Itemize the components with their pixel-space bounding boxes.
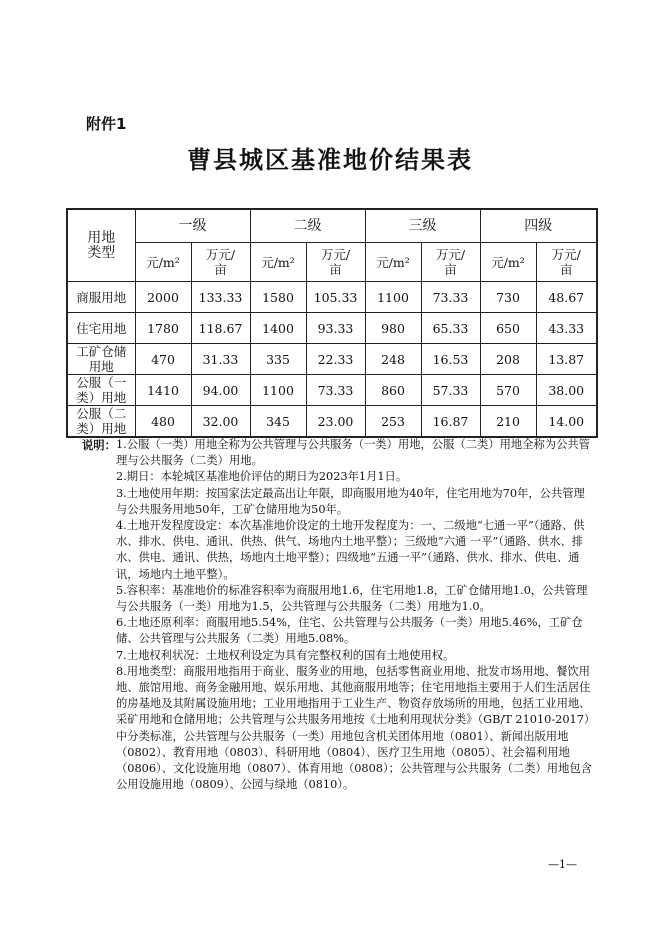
notes-label bbox=[82, 615, 116, 647]
price-cell: 1400 bbox=[250, 313, 306, 344]
price-cell: 335 bbox=[250, 344, 306, 375]
note-item bbox=[82, 437, 594, 469]
price-cell: 16.87 bbox=[421, 406, 480, 438]
price-cell: 32.00 bbox=[191, 406, 250, 438]
price-cell: 43.33 bbox=[536, 313, 597, 344]
table-row bbox=[67, 406, 597, 438]
land-price-table bbox=[66, 208, 598, 438]
notes-label bbox=[82, 664, 116, 794]
type-header bbox=[67, 209, 135, 282]
unit-yuan-m2: 元/m² bbox=[365, 243, 421, 282]
price-cell: 93.33 bbox=[306, 313, 365, 344]
unit-yuan-m2: 元/m² bbox=[250, 243, 306, 282]
price-cell: 470 bbox=[135, 344, 191, 375]
note-item bbox=[82, 664, 594, 794]
land-type-cell: 公服（二 类）用地 bbox=[67, 406, 135, 438]
price-cell: 1100 bbox=[365, 282, 421, 313]
land-type-cell: 工矿仓储 用地 bbox=[67, 344, 135, 375]
price-cell: 94.00 bbox=[191, 375, 250, 406]
note-item bbox=[82, 518, 594, 583]
notes-label bbox=[82, 583, 116, 615]
note-item bbox=[82, 648, 594, 664]
price-cell: 73.33 bbox=[306, 375, 365, 406]
note-text: 1.公服（一类）用地全称为公共管理与公共服务（一类）用地，公服（二类）用地全称为公共管理与公共服务（二类）用地。 bbox=[116, 438, 590, 468]
note-item bbox=[82, 469, 594, 485]
price-cell: 730 bbox=[480, 282, 536, 313]
notes-label: 说明： bbox=[82, 438, 116, 452]
table-row bbox=[67, 375, 597, 406]
land-type-cell: 商服用地 bbox=[67, 282, 135, 313]
level-header-3: 三级 bbox=[365, 209, 480, 243]
note-text: 2.期日：本轮城区基准地价评估的期日为2023年1月1日。 bbox=[116, 470, 408, 484]
price-cell: 38.00 bbox=[536, 375, 597, 406]
table-row bbox=[67, 313, 597, 344]
level-header-1: 一级 bbox=[135, 209, 250, 243]
land-type-cell: 住宅用地 bbox=[67, 313, 135, 344]
notes-label bbox=[82, 518, 116, 583]
price-cell: 48.67 bbox=[536, 282, 597, 313]
price-cell: 73.33 bbox=[421, 282, 480, 313]
land-type-cell: 公服（一 类）用地 bbox=[67, 375, 135, 406]
price-cell: 345 bbox=[250, 406, 306, 438]
notes-label bbox=[82, 486, 116, 518]
price-cell: 22.33 bbox=[306, 344, 365, 375]
note-item bbox=[82, 615, 594, 647]
unit-wanyuan-mu: 万元/ 亩 bbox=[536, 243, 597, 282]
price-cell: 13.87 bbox=[536, 344, 597, 375]
document-title: 曹县城区基准地价结果表 bbox=[187, 145, 473, 174]
price-cell: 118.67 bbox=[191, 313, 250, 344]
type-header-text: 用地 类型 bbox=[87, 229, 116, 261]
note-text: 5.容积率：基准地价的标准容积率为商服用地1.6，住宅用地1.8，工矿仓储用地1.0，公共管理与公共服务（一类）用地为1.5，公共管理与公共服务（二类）用地为1.0。 bbox=[116, 583, 588, 614]
price-cell: 210 bbox=[480, 406, 536, 438]
price-cell: 1100 bbox=[250, 375, 306, 406]
price-cell: 14.00 bbox=[536, 406, 597, 438]
unit-wanyuan-mu: 万元/ 亩 bbox=[306, 243, 365, 282]
price-cell: 65.33 bbox=[421, 313, 480, 344]
note-text: 8.用地类型：商服用地指用于商业、服务业的用地，包括零售商业用地、批发市场用地、餐饮用地、旅馆用地、商务金融用地、娱乐用地、其他商服用地等；住宅用地指主要用于人们生活居住的房基地及其附属设施用地；工业用地指用于工业生产、物资存放场所的用地，包括工业用地、采矿用地和仓储用地；公共管理与公共服务用地按《土地利用现状分类》（GB/T 21010-2017）中分类标准，公共管理与公共服务（一类）用地包含机关团体用地（0801）、新闻出版用地（0802）、教育用地（0803）、科研用地（0804）、医疗卫生用地（0805）、社会福利用地（0806）、文化设施用地（0807）、体育用地（0808）；公共管理与公共服务（二类）用地包含公用设施用地（0809）、公园与绿地（0810）。 bbox=[116, 664, 592, 792]
table-row bbox=[67, 282, 597, 313]
price-cell: 650 bbox=[480, 313, 536, 344]
price-cell: 570 bbox=[480, 375, 536, 406]
attachment-label: 附件1 bbox=[86, 115, 127, 133]
price-cell: 23.00 bbox=[306, 406, 365, 438]
note-text: 7.土地权利状况：土地权利设定为具有完整权利的国有土地使用权。 bbox=[116, 648, 455, 662]
note-item bbox=[82, 486, 594, 518]
notes-label bbox=[82, 469, 116, 485]
note-text: 3.土地使用年期：按国家法定最高出让年限，即商服用地为40年，住宅用地为70年，公共管理与公共服务用地50年，工矿仓储用地为50年。 bbox=[116, 486, 585, 516]
note-text: 6.土地还原利率：商服用地5.54%，住宅、公共管理与公共服务（一类）用地5.46%，工矿仓储、公共管理与公共服务（二类）用地5.08%。 bbox=[116, 616, 583, 646]
price-cell: 133.33 bbox=[191, 282, 250, 313]
price-cell: 208 bbox=[480, 344, 536, 375]
unit-yuan-m2: 元/m² bbox=[480, 243, 536, 282]
price-cell: 105.33 bbox=[306, 282, 365, 313]
price-cell: 57.33 bbox=[421, 375, 480, 406]
notes-label bbox=[82, 648, 116, 664]
price-cell: 1780 bbox=[135, 313, 191, 344]
level-header-4: 四级 bbox=[480, 209, 597, 243]
price-cell: 860 bbox=[365, 375, 421, 406]
notes-section bbox=[82, 437, 594, 793]
price-cell: 2000 bbox=[135, 282, 191, 313]
unit-wanyuan-mu: 万元/ 亩 bbox=[421, 243, 480, 282]
unit-wanyuan-mu: 万元/ 亩 bbox=[191, 243, 250, 282]
level-header-2: 二级 bbox=[250, 209, 365, 243]
note-text: 4.土地开发程度设定：本次基准地价设定的土地开发程度为：一、二级地“七通一平”（通路、供水、排水、供电、通讯、供热、供气、场地内土地平整）；三级地“六通 一平”（通路、供水、排水、供电、通讯、供热，场地内土地平整）；四级地“五通一平”（通路、供水、排水、供电、通讯，场地内土地平整）。 bbox=[116, 519, 585, 581]
unit-yuan-m2: 元/m² bbox=[135, 243, 191, 282]
table-row bbox=[67, 344, 597, 375]
price-cell: 980 bbox=[365, 313, 421, 344]
price-cell: 1410 bbox=[135, 375, 191, 406]
price-cell: 480 bbox=[135, 406, 191, 438]
price-cell: 31.33 bbox=[191, 344, 250, 375]
price-cell: 1580 bbox=[250, 282, 306, 313]
page-number: —1— bbox=[548, 858, 577, 871]
price-cell: 253 bbox=[365, 406, 421, 438]
price-cell: 248 bbox=[365, 344, 421, 375]
price-cell: 16.53 bbox=[421, 344, 480, 375]
note-item bbox=[82, 583, 594, 615]
